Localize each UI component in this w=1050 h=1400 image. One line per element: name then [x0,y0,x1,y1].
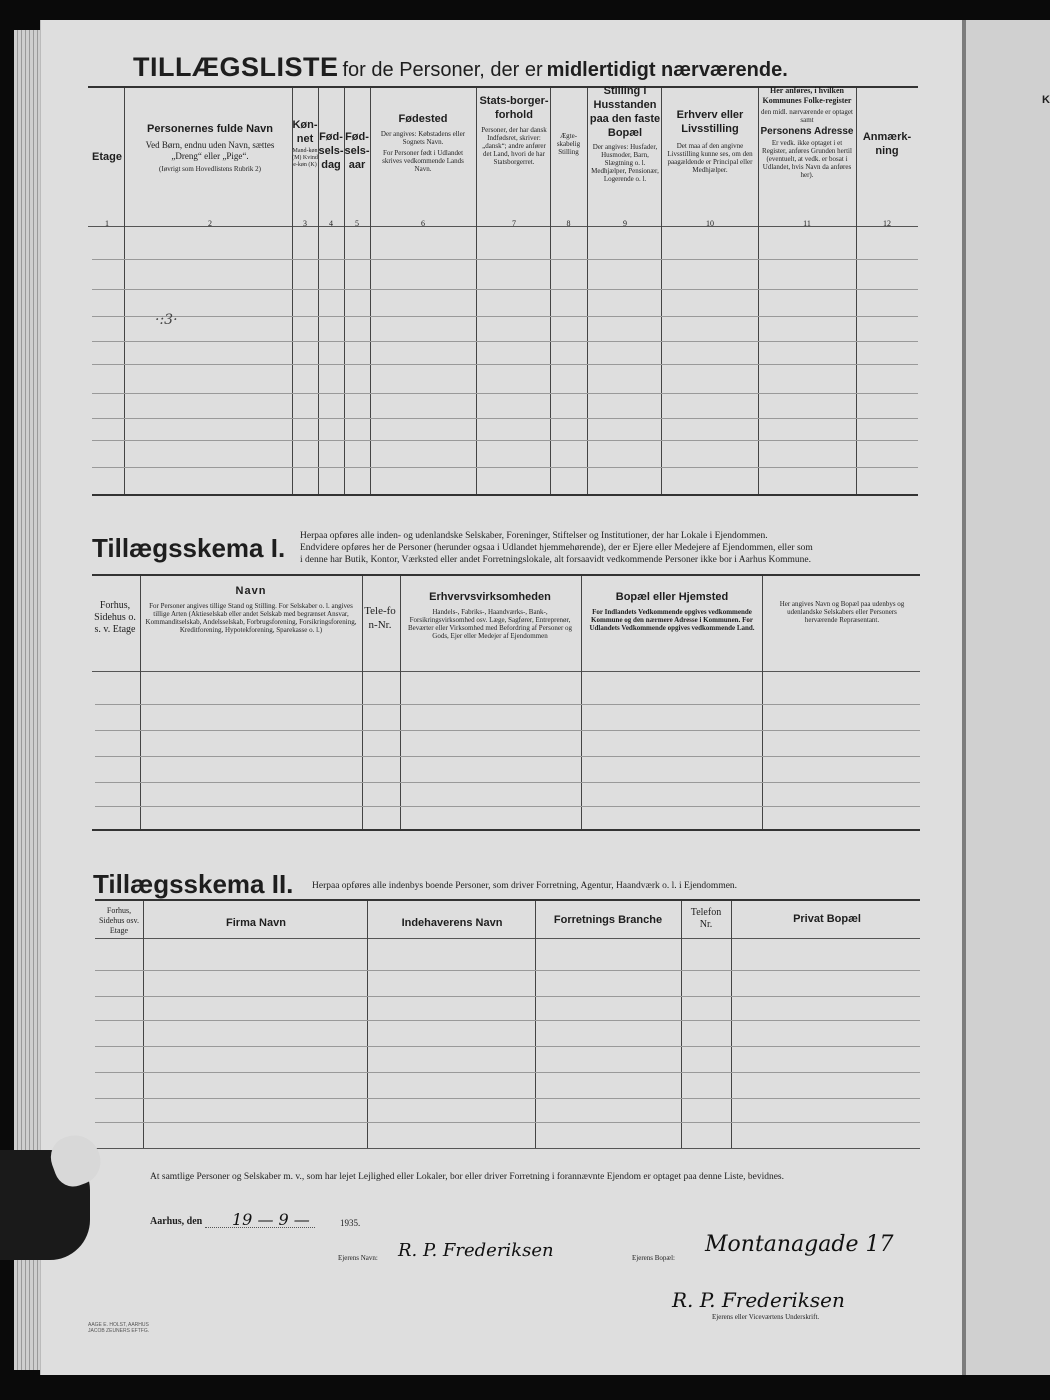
list-row-line [92,393,918,394]
schema1-col-bopael-title: Bopæl eller Hjemsted [615,591,729,603]
schema2-row-line [95,1098,920,1099]
schema2-col-etage: Forhus, Sidehus osv. Etage [99,906,139,935]
main-title-bold: TILLÆGSLISTE [133,52,339,82]
schema1-row-line [95,704,920,705]
list-column-divider [370,88,371,494]
schema1-row-line [95,756,920,757]
schema1-column-divider [362,576,363,829]
schema1-col-etage: Forhus, Sidehus o. s. v. Etage [94,600,136,635]
list-column-number: 1 [105,219,109,228]
list-col-erhverv-title: Erhverv eller Livsstilling [676,109,744,135]
declaration-text: At samtlige Personer og Selskaber m. v., som har lejet Lejlighed eller Lokaler, bor eller driver Forretning i forannævnte Ejendom er optaget paa denne Liste, bevidnes. [150,1172,784,1182]
schema1-intro [300,530,920,566]
list-row-line [92,364,918,365]
list-col-stilling [589,84,661,183]
schema2-column-divider [681,901,682,1148]
schema2-column-divider [143,901,144,1148]
adjacent-page [962,20,1050,1375]
list-row-line [92,259,918,260]
schema2-col-firma: Firma Navn [226,917,286,929]
date-place: Aarhus, den [150,1216,203,1227]
list-row-line [92,316,918,317]
list-col-fodselsdag [318,130,344,172]
list-col-navn-sub2: (Iøvrigt som Hovedlistens Rubrik 2) [159,165,261,173]
schema2-bottom-border [95,1148,920,1149]
list-col-statsborger [479,94,549,166]
list-col-statsborger-title: Stats-borger-forhold [479,95,549,121]
date-year: 1935. [340,1218,361,1228]
schema2-col-indehaver: Indehaverens Navn [401,917,503,929]
list-col-erhverv-sub: Det maa af den angivne Livsstilling kunne ses, om den paagældende er Principal eller Medhjælper. [667,142,753,174]
list-col-fodested [374,112,472,173]
schema2-row-line [95,1020,920,1021]
list-row-line [92,467,918,468]
owner-address-label: Ejerens Bopæl: [632,1254,675,1262]
signature-label: Ejerens eller Viceværtens Underskrift. [712,1313,820,1321]
schema2-intro: Herpaa opføres alle indenbys boende Personer, som driver Forretning, Agentur, Haandværk o. l. i Ejendommen. [312,881,738,891]
schema2-row-line [95,970,920,971]
list-column-number: 3 [303,219,307,228]
list-col-fodested-sub: Der angives: Købstadens eller Sognets Navn. [380,130,466,146]
list-column-number: 2 [208,219,212,228]
schema1-row-line [95,782,920,783]
owner-address-handwritten: Montanagade 17 [705,1232,894,1257]
schema2-row-line [95,996,920,997]
list-col-adresse-sub: den midl. nærværende er optaget samt [761,108,853,124]
list-col-fodselsdag-title: Fød-sels-dag [318,131,344,171]
schema2-row-line [95,1046,920,1047]
schema1-row-line [95,730,920,731]
list-col-adresse-sub2: Er vedk. ikke optaget i et Register, anføres Grunden hertil (eventuelt, at vedk. er bosat i Udlandet, hvis Navn da anføres her). [762,139,852,179]
schema1-col-erhverv-title: Erhvervsvirksomheden [429,591,551,603]
schema1-top-border [92,574,920,576]
schema2-top-border [95,899,920,901]
schema1-title: Tillægsskema I. [92,533,286,563]
date-handwritten: 19 — 9 — [232,1210,310,1229]
list-col-anmaerkning [857,130,917,158]
schema2-title: Tillægsskema II. [93,869,294,899]
schema2-row-line [95,1122,920,1123]
list-column-divider [587,88,588,494]
list-col-stilling-title: Stilling i Husstanden paa den faste Bopæl [589,85,661,139]
list-row-line [92,440,918,441]
list-col-etage [88,150,126,164]
signature-handwritten: R. P. Frederiksen [672,1288,845,1312]
list-col-navn [130,122,290,173]
schema1-header-bottom [92,671,920,672]
schema1-column-divider [140,576,141,829]
list-column-divider [661,88,662,494]
list-col-fodselsaar-title: Fød-sels-aar [344,131,370,171]
schema2-column-divider [367,901,368,1148]
list-column-number: 11 [803,219,811,228]
list-column-number: 7 [512,219,516,228]
list-column-number: 12 [883,219,891,228]
list-col-stilling-sub: Der angives: Husfader, Husmoder, Barn, Slægtning o. l. Medhjælper, Pensionær, Logerende o. l. [591,143,659,183]
list-col-konnet [292,118,318,169]
schema1-col-erhverv-sub: Handels-, Fabriks-, Haandværks-, Bank-, Forsikringsvirksomhed osv. Læge, Sagfører, Entreprenør, Beværter eller Virksomhed med Befordring af Personer og Gods, Ejer eller Medejer af Ejendommen [407,608,573,640]
list-row-line [92,418,918,419]
list-column-number: 4 [329,219,333,228]
schema1-col-repraesentant [772,600,912,624]
list-ink-mark: ·:3· [155,312,178,328]
list-col-aegteskab-sub: Ægte-skabelig Stilling [556,132,581,156]
schema1-col-erhverv [402,590,578,640]
list-col-fodested-sub2: For Personer født i Udlandet skrives vedkommende Lands Navn. [382,149,464,173]
list-column-number: 8 [566,219,571,228]
printer-line: AAGE E. HOLST, AARHUS [88,1322,149,1328]
list-col-adresse [759,86,855,179]
schema1-intro-line: i denne har Butik, Kontor, Værksted eller andet Forretningslokale, alt forsaavidt vedkommende Personer ikke bor i Aarhus Kommune. [300,555,812,565]
list-column-number: 5 [355,219,359,228]
schema1-col-bopael [585,590,759,632]
printer-line: JACOB ZEUNERS EFTFG. [88,1328,150,1334]
schema1-column-divider [762,576,763,829]
list-col-adresse-pre: Her anføres, i hvilken Kommunes Folke-register [762,86,852,105]
list-column-divider [124,88,125,494]
schema1-col-navn [144,584,358,634]
schema1-col-navn-title: Navn [235,585,267,597]
schema2-row-line [95,1072,920,1073]
list-row-line [92,341,918,342]
schema2-col-branche: Forretnings Branche [553,914,663,926]
schema2-col-bopael: Privat Bopæl [793,913,861,925]
schema1-col-telefon: Tele-fon-Nr. [364,605,396,631]
printer-imprint [88,1322,149,1334]
schema1-col-bopael-sub: For Indlandets Vedkommende opgives vedkommende Kommune og den nærmere Adresse i Kommunen. For Udlandets Vedkommende opgives vedkommende Land. [589,608,755,632]
schema1-col-navn-sub: For Personer angives tillige Stand og Stilling. For Selskaber o. l. angives tillige Arten (Aktieselskab eller andet Selskab med begrænset Ansvar, Kommanditselskab, Andelsselskab, Forbrugsforening, Forsikringsforening, Kreditforening, Hypotekforening, Sparekasse o. l.) [145,602,357,634]
list-col-statsborger-sub: Personer, der har dansk Indfødsret, skriver: „dansk“; andre anfører det Land, hvori de har Statsborgerret. [481,126,547,166]
list-col-konnet-title: Køn-net [292,119,318,145]
list-column-number: 10 [706,219,714,228]
list-col-adresse-title: Personens Adresse [760,126,854,137]
list-col-konnet-sub: Mand-køn (M) Kvinde-køn (K) [292,148,318,168]
schema1-col-repraesentant-sub: Her angives Navn og Bopæl paa udenbys og udenlandske Selskabers eller Personers herværende Repræsentant. [779,600,905,624]
owner-name-label: Ejerens Navn: [338,1254,378,1262]
list-col-erhverv [664,108,756,174]
list-row-line [92,289,918,290]
list-col-navn-sub: Ved Børn, endnu uden Navn, sættes „Dreng“ eller „Pige“. [145,140,275,161]
owner-name-handwritten: R. P. Frederiksen [398,1240,554,1261]
list-col-etage-title: Etage [92,151,122,163]
adjacent-page-letter: K [1042,94,1050,106]
list-column-number: 6 [421,219,425,228]
schema2-header-bottom [95,938,920,939]
schema1-intro-line: Herpaa opføres alle inden- og udenlandske Selskaber, Foreninger, Stiftelser og Institutioner, der har Lokale i Ejendommen. [300,531,768,541]
list-col-fodested-title: Fødested [398,113,448,125]
schema1-row-line [95,806,920,807]
list-col-fodselsaar [344,130,370,172]
list-col-aegteskab [551,132,586,156]
list-col-anmaerkning-title: Anmærk-ning [862,131,912,157]
schema1-intro-line: Endvidere opføres her de Personer (herunder ogsaa i Udlandet hjemmehørende), der er Ejere eller Medejere af Ejendommen, eller som [300,543,813,553]
list-col-navn-title: Personernes fulde Navn [147,123,273,135]
schema1-column-divider [581,576,582,829]
schema1-bottom-border [92,829,920,831]
main-title-bold-end: midlertidigt nærværende. [546,59,788,81]
schema2-column-divider [731,901,732,1148]
list-column-number: 9 [623,219,627,228]
list-column-divider [476,88,477,494]
schema2-column-divider [535,901,536,1148]
main-title-rest: for de Personer, der er [342,59,543,81]
schema1-column-divider [400,576,401,829]
main-title [133,52,788,83]
list-bottom-border [92,494,918,496]
schema2-col-telefon: Telefon Nr. [690,907,722,930]
